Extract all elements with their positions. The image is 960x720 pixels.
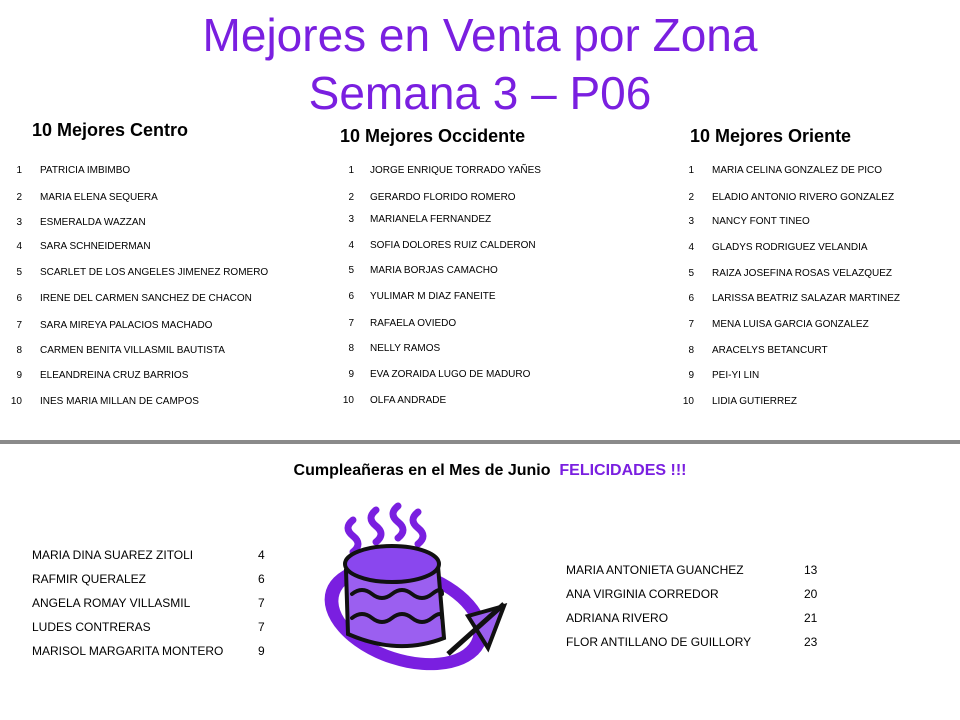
seller-name: LIDIA GUTIERREZ — [712, 396, 798, 407]
rank: 3 — [16, 217, 22, 228]
rank: 8 — [16, 345, 22, 356]
birthday-name: MARIA ANTONIETA GUANCHEZ — [566, 563, 744, 577]
seller-name: MARIA BORJAS CAMACHO — [370, 265, 498, 276]
rank: 2 — [688, 192, 694, 203]
seller-name: NELLY RAMOS — [370, 343, 441, 354]
seller-name: ESMERALDA WAZZAN — [40, 217, 146, 228]
birthday-cake-icon — [318, 498, 508, 678]
birthday-name: MARIA DINA SUAREZ ZITOLI — [32, 548, 194, 562]
rank: 1 — [688, 165, 694, 176]
section-divider — [0, 440, 960, 444]
rank: 8 — [688, 345, 694, 356]
seller-name: PATRICIA IMBIMBO — [40, 165, 131, 176]
seller-name: GERARDO FLORIDO ROMERO — [370, 192, 516, 203]
birthday-title: Cumpleañeras en el Mes de Junio — [293, 462, 551, 479]
seller-name: SARA MIREYA PALACIOS MACHADO — [40, 320, 213, 331]
seller-name: GLADYS RODRIGUEZ VELANDIA — [712, 242, 868, 253]
birthday-name: ADRIANA RIVERO — [566, 611, 669, 625]
rank: 4 — [348, 240, 354, 251]
birthday-day: 21 — [804, 611, 818, 625]
page-subtitle: Semana 3 – P06 — [308, 67, 652, 119]
seller-name: MARIANELA FERNANDEZ — [370, 214, 492, 225]
candle-flame — [393, 506, 403, 538]
birthday-name: RAFMIR QUERALEZ — [32, 572, 147, 586]
rank: 1 — [16, 165, 22, 176]
birthday-name: ANGELA ROMAY VILLASMIL — [32, 596, 191, 610]
occidente-heading: 10 Mejores Occidente — [340, 126, 526, 146]
rank: 3 — [688, 216, 694, 227]
birthday-day: 4 — [258, 548, 265, 562]
birthday-heading — [0, 462, 960, 480]
seller-name: ARACELYS BETANCURT — [712, 345, 828, 356]
birthday-day: 7 — [258, 620, 265, 634]
rank: 1 — [348, 165, 354, 176]
rank: 2 — [16, 192, 22, 203]
rank: 9 — [16, 370, 22, 381]
birthday-day: 20 — [804, 587, 818, 601]
seller-name: YULIMAR M DIAZ FANEITE — [370, 291, 496, 302]
seller-name: LARISSA BEATRIZ SALAZAR MARTINEZ — [712, 293, 901, 304]
centro-heading: 10 Mejores Centro — [32, 120, 189, 140]
oriente-heading: 10 Mejores Oriente — [690, 126, 852, 146]
birthday-name: MARISOL MARGARITA MONTERO — [32, 644, 224, 658]
birthday-day: 23 — [804, 635, 818, 649]
candle-flame — [348, 520, 358, 552]
rank: 4 — [688, 242, 694, 253]
candle-flame — [413, 512, 423, 544]
rank: 6 — [688, 293, 694, 304]
rank: 10 — [342, 395, 354, 406]
birthday-name: FLOR ANTILLANO DE GUILLORY — [566, 635, 752, 649]
birthday-day: 9 — [258, 644, 265, 658]
seller-name: MARIA CELINA GONZALEZ DE PICO — [712, 165, 883, 176]
seller-name: JORGE ENRIQUE TORRADO YAÑES — [370, 165, 541, 176]
seller-name: MARIA ELENA SEQUERA — [40, 192, 158, 203]
rank: 5 — [348, 265, 354, 276]
seller-name: ELEANDREINA CRUZ BARRIOS — [40, 370, 189, 381]
rank: 10 — [682, 396, 694, 407]
seller-name: CARMEN BENITA VILLASMIL BAUTISTA — [40, 345, 225, 356]
rank: 2 — [348, 192, 354, 203]
seller-name: EVA ZORAIDA LUGO DE MADURO — [370, 369, 531, 380]
rank: 8 — [348, 343, 354, 354]
rank: 4 — [16, 241, 22, 252]
rank: 6 — [348, 291, 354, 302]
rank: 6 — [16, 293, 22, 304]
seller-name: RAFAELA OVIEDO — [370, 318, 457, 329]
rank: 5 — [16, 267, 22, 278]
seller-name: RAIZA JOSEFINA ROSAS VELAZQUEZ — [712, 268, 893, 279]
rank: 7 — [688, 319, 694, 330]
rank: 5 — [688, 268, 694, 279]
cake-top — [345, 546, 439, 582]
seller-name: NANCY FONT TINEO — [712, 216, 810, 227]
seller-name: SOFIA DOLORES RUIZ CALDERON — [370, 240, 536, 251]
birthday-day: 6 — [258, 572, 265, 586]
birthday-name: ANA VIRGINIA CORREDOR — [566, 587, 719, 601]
birthday-day: 13 — [804, 563, 818, 577]
rank: 7 — [348, 318, 354, 329]
candle-flame — [371, 510, 381, 542]
seller-name: SCARLET DE LOS ANGELES JIMENEZ ROMERO — [40, 267, 269, 278]
page-title: Mejores en Venta por Zona — [202, 9, 758, 61]
birthday-day: 7 — [258, 596, 265, 610]
seller-name: IRENE DEL CARMEN SANCHEZ DE CHACON — [40, 293, 252, 304]
seller-name: PEI-YI LIN — [712, 370, 760, 381]
seller-name: ELADIO ANTONIO RIVERO GONZALEZ — [712, 192, 895, 203]
congrats-text: FELICIDADES !!! — [559, 462, 687, 479]
birthday-name: LUDES CONTRERAS — [32, 620, 151, 634]
seller-name: MENA LUISA GARCIA GONZALEZ — [712, 319, 869, 330]
seller-name: INES MARIA MILLAN DE CAMPOS — [40, 396, 199, 407]
rank: 7 — [16, 320, 22, 331]
seller-name: SARA SCHNEIDERMAN — [40, 241, 151, 252]
rank: 10 — [10, 396, 22, 407]
rank: 9 — [348, 369, 354, 380]
seller-name: OLFA ANDRADE — [370, 395, 447, 406]
rank: 9 — [688, 370, 694, 381]
rank: 3 — [348, 214, 354, 225]
